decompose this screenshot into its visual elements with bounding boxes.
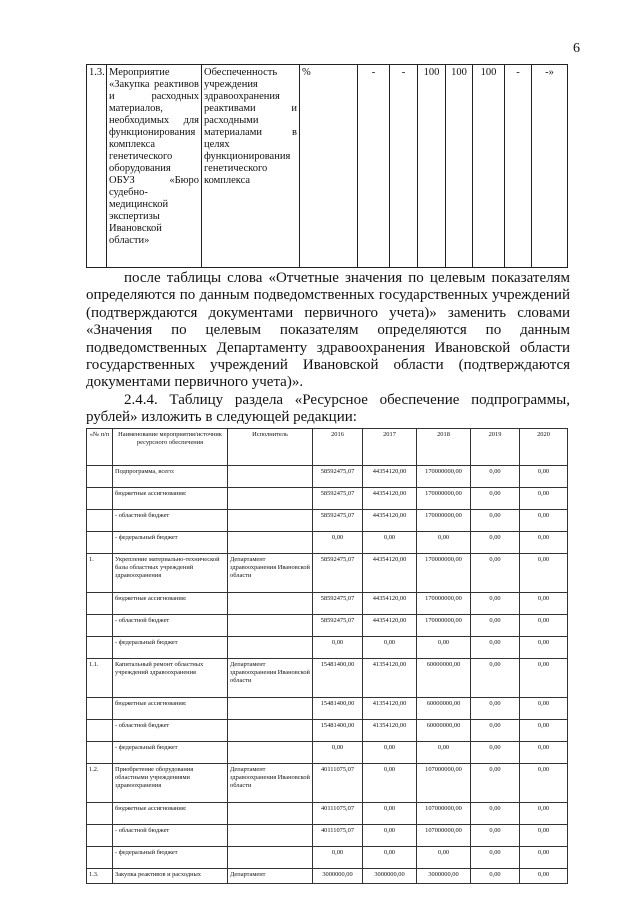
- paragraph-replacement: после таблицы слова «Отчетные значения по целевым показателям определяются по данным подведомственных государственных учреждений (подтверждаются документами первичного учета)» заменить словами «Значения по целевым показателям определяются по данным подведомственных Департаменту здравоохранения Ивановской области государственных учреждений Ивановской области (подтверждаются документами первичного учета)».: [86, 270, 570, 391]
- value-cell: 0,00: [363, 742, 417, 764]
- value-cell: 0,00: [471, 825, 520, 847]
- value-cell: 0,00: [520, 532, 568, 554]
- row-number: [87, 488, 113, 510]
- table-row: [87, 720, 568, 742]
- event-name: - областной бюджет: [113, 615, 228, 637]
- value-cell: 0,00: [363, 825, 417, 847]
- column-header: 2020: [520, 429, 568, 466]
- value-cell: 0,00: [313, 532, 363, 554]
- value-cell: 0,00: [471, 615, 520, 637]
- event-name: - федеральный бюджет: [113, 637, 228, 659]
- value-cell: 58592475,07: [313, 615, 363, 637]
- value-cell: -: [390, 65, 418, 268]
- value-cell: 0,00: [471, 532, 520, 554]
- value-cell: 0,00: [520, 510, 568, 532]
- value-cell: 0,00: [471, 659, 520, 698]
- executor-cell: [228, 532, 313, 554]
- table-row: [87, 637, 568, 659]
- paragraph-section: 2.4.4. Таблицу раздела «Ресурсное обеспечение подпрограммы, рублей» изложить в следующей редакции:: [86, 391, 570, 426]
- value-cell: 40111075,07: [313, 825, 363, 847]
- executor-cell: [228, 615, 313, 637]
- value-cell: 3000000,00: [417, 869, 471, 884]
- event-name: - федеральный бюджет: [113, 742, 228, 764]
- table-header-row: [87, 429, 568, 466]
- value-cell: 44354120,00: [363, 554, 417, 593]
- value-cell: 0,00: [520, 720, 568, 742]
- value-cell: 58592475,07: [313, 488, 363, 510]
- value-cell: 40111075,07: [313, 803, 363, 825]
- executor-cell: [228, 510, 313, 532]
- value-cell: 40111075,07: [313, 764, 363, 803]
- executor-cell: Департамент здравоохранения Ивановской области: [228, 554, 313, 593]
- value-cell: 0,00: [471, 488, 520, 510]
- event-name: - федеральный бюджет: [113, 847, 228, 869]
- value-cell: 41354120,00: [363, 659, 417, 698]
- value-cell: 60000000,00: [417, 698, 471, 720]
- row-number: [87, 803, 113, 825]
- value-cell: 60000000,00: [417, 659, 471, 698]
- value-cell: 15481400,00: [313, 698, 363, 720]
- table-row: [87, 466, 568, 488]
- body-text: [86, 270, 570, 427]
- table-row: [87, 764, 568, 803]
- event-name: бюджетные ассигнования:: [113, 803, 228, 825]
- row-number: [87, 720, 113, 742]
- value-cell: 0,00: [313, 847, 363, 869]
- value-cell: 0,00: [417, 847, 471, 869]
- value-cell: 0,00: [471, 803, 520, 825]
- executor-cell: [228, 593, 313, 615]
- column-header: Исполнитель: [228, 429, 313, 466]
- value-cell: -: [358, 65, 390, 268]
- table-row: [87, 825, 568, 847]
- value-cell: 0,00: [417, 532, 471, 554]
- event-name: Укрепление материально-технической базы областных учреждений здравоохранения: [113, 554, 228, 593]
- value-cell: 44354120,00: [363, 615, 417, 637]
- executor-cell: Департамент здравоохранения Ивановской области: [228, 659, 313, 698]
- value-cell: 44354120,00: [363, 593, 417, 615]
- table-row: [87, 615, 568, 637]
- value-cell: 0,00: [313, 742, 363, 764]
- column-header: 2016: [313, 429, 363, 466]
- row-number: 1.3.: [87, 869, 113, 884]
- executor-cell: [228, 637, 313, 659]
- value-cell: 58592475,07: [313, 593, 363, 615]
- event-name: бюджетные ассигнования:: [113, 593, 228, 615]
- value-cell: 170000000,00: [417, 488, 471, 510]
- event-name: бюджетные ассигнования:: [113, 698, 228, 720]
- executor-cell: Департамент: [228, 869, 313, 884]
- value-cell: 0,00: [520, 593, 568, 615]
- row-number: [87, 742, 113, 764]
- value-cell: 0,00: [471, 764, 520, 803]
- value-cell: 170000000,00: [417, 615, 471, 637]
- value-cell: 170000000,00: [417, 466, 471, 488]
- value-cell: 0,00: [520, 615, 568, 637]
- event-name: Закупка реактивов и расходных: [113, 869, 228, 884]
- table-row: [87, 659, 568, 698]
- value-cell: 0,00: [363, 847, 417, 869]
- row-number: [87, 698, 113, 720]
- value-cell: 44354120,00: [363, 510, 417, 532]
- event-name: Мероприятие «Закупка реактивов и расходных материалов, необходимых для функционирования комплекса генетического оборудования ОБУЗ «Бюро судебно-медицинской экспертизы Ивановской области»: [107, 65, 202, 268]
- table-row: [87, 869, 568, 884]
- executor-cell: [228, 803, 313, 825]
- event-name: - областной бюджет: [113, 720, 228, 742]
- event-name: Подпрограмма, всего:: [113, 466, 228, 488]
- value-cell: 0,00: [471, 554, 520, 593]
- executor-cell: [228, 847, 313, 869]
- table-row: [87, 698, 568, 720]
- value-cell: 44354120,00: [363, 488, 417, 510]
- indicator-name: Обеспеченность учреждения здравоохранения реактивами и расходными материалами в целях функционирования генетического комплекса: [202, 65, 300, 268]
- value-cell: 58592475,07: [313, 510, 363, 532]
- value-cell: 44354120,00: [363, 466, 417, 488]
- event-name: бюджетные ассигнования:: [113, 488, 228, 510]
- value-cell: 0,00: [471, 698, 520, 720]
- value-cell: 0,00: [417, 742, 471, 764]
- value-cell: 0,00: [520, 869, 568, 884]
- column-header: 2018: [417, 429, 471, 466]
- row-number: [87, 510, 113, 532]
- column-header: 2019: [471, 429, 520, 466]
- event-name: Приобретение оборудования областными учреждениями здравоохранения: [113, 764, 228, 803]
- page-number: 6: [573, 41, 580, 56]
- row-number: [87, 825, 113, 847]
- value-cell: 170000000,00: [417, 510, 471, 532]
- row-number: [87, 466, 113, 488]
- table-row: [87, 488, 568, 510]
- event-name: - областной бюджет: [113, 510, 228, 532]
- value-cell: 107000000,00: [417, 825, 471, 847]
- value-cell: 0,00: [471, 637, 520, 659]
- value-cell: 0,00: [363, 803, 417, 825]
- row-number: [87, 593, 113, 615]
- executor-cell: [228, 742, 313, 764]
- value-cell: -»: [532, 65, 568, 268]
- value-cell: 58592475,07: [313, 554, 363, 593]
- row-number: 1.1.: [87, 659, 113, 698]
- table-row: [87, 65, 568, 268]
- value-cell: 0,00: [471, 742, 520, 764]
- value-cell: 107000000,00: [417, 764, 471, 803]
- value-cell: 0,00: [520, 554, 568, 593]
- table-row: [87, 532, 568, 554]
- value-cell: 0,00: [363, 637, 417, 659]
- row-number: 1.3.: [87, 65, 107, 268]
- row-number: [87, 637, 113, 659]
- column-header: Наименование мероприятия/источник ресурсного обеспечения: [113, 429, 228, 466]
- value-cell: 0,00: [520, 637, 568, 659]
- column-header: «№ п/п: [87, 429, 113, 466]
- executor-cell: [228, 466, 313, 488]
- value-cell: 170000000,00: [417, 593, 471, 615]
- value-cell: 0,00: [471, 466, 520, 488]
- table-row: [87, 847, 568, 869]
- value-cell: 0,00: [520, 764, 568, 803]
- value-cell: -: [505, 65, 532, 268]
- value-cell: 0,00: [417, 637, 471, 659]
- value-cell: 0,00: [520, 825, 568, 847]
- indicator-table: [86, 64, 568, 268]
- value-cell: 41354120,00: [363, 698, 417, 720]
- table-row: [87, 510, 568, 532]
- row-number: 1.2.: [87, 764, 113, 803]
- executor-cell: [228, 488, 313, 510]
- value-cell: 0,00: [313, 637, 363, 659]
- value-cell: 100: [418, 65, 446, 268]
- value-cell: 0,00: [520, 698, 568, 720]
- value-cell: 58592475,07: [313, 466, 363, 488]
- row-number: [87, 615, 113, 637]
- value-cell: 0,00: [520, 488, 568, 510]
- row-number: 1.: [87, 554, 113, 593]
- value-cell: 0,00: [363, 532, 417, 554]
- executor-cell: [228, 825, 313, 847]
- executor-cell: Департамент здравоохранения Ивановской области: [228, 764, 313, 803]
- value-cell: 100: [473, 65, 505, 268]
- value-cell: 15481400,00: [313, 659, 363, 698]
- value-cell: 0,00: [520, 742, 568, 764]
- value-cell: 15481400,00: [313, 720, 363, 742]
- column-header: 2017: [363, 429, 417, 466]
- event-name: - федеральный бюджет: [113, 532, 228, 554]
- table-row: [87, 803, 568, 825]
- row-number: [87, 847, 113, 869]
- resource-table: [86, 428, 568, 884]
- value-cell: 0,00: [471, 510, 520, 532]
- row-number: [87, 532, 113, 554]
- value-cell: 0,00: [471, 847, 520, 869]
- value-cell: 0,00: [363, 764, 417, 803]
- table-row: [87, 593, 568, 615]
- table-row: [87, 554, 568, 593]
- value-cell: 3000000,00: [313, 869, 363, 884]
- value-cell: 0,00: [471, 869, 520, 884]
- value-cell: 0,00: [520, 803, 568, 825]
- value-cell: 0,00: [471, 720, 520, 742]
- value-cell: 107000000,00: [417, 803, 471, 825]
- value-cell: 0,00: [520, 466, 568, 488]
- value-cell: 170000000,00: [417, 554, 471, 593]
- value-cell: 100: [446, 65, 473, 268]
- unit-cell: %: [300, 65, 358, 268]
- value-cell: 3000000,00: [363, 869, 417, 884]
- value-cell: 0,00: [520, 659, 568, 698]
- event-name: - областной бюджет: [113, 825, 228, 847]
- executor-cell: [228, 698, 313, 720]
- table-row: [87, 742, 568, 764]
- value-cell: 0,00: [471, 593, 520, 615]
- executor-cell: [228, 720, 313, 742]
- event-name: Капитальный ремонт областных учреждений здравоохранения: [113, 659, 228, 698]
- value-cell: 41354120,00: [363, 720, 417, 742]
- value-cell: 0,00: [520, 847, 568, 869]
- value-cell: 60000000,00: [417, 720, 471, 742]
